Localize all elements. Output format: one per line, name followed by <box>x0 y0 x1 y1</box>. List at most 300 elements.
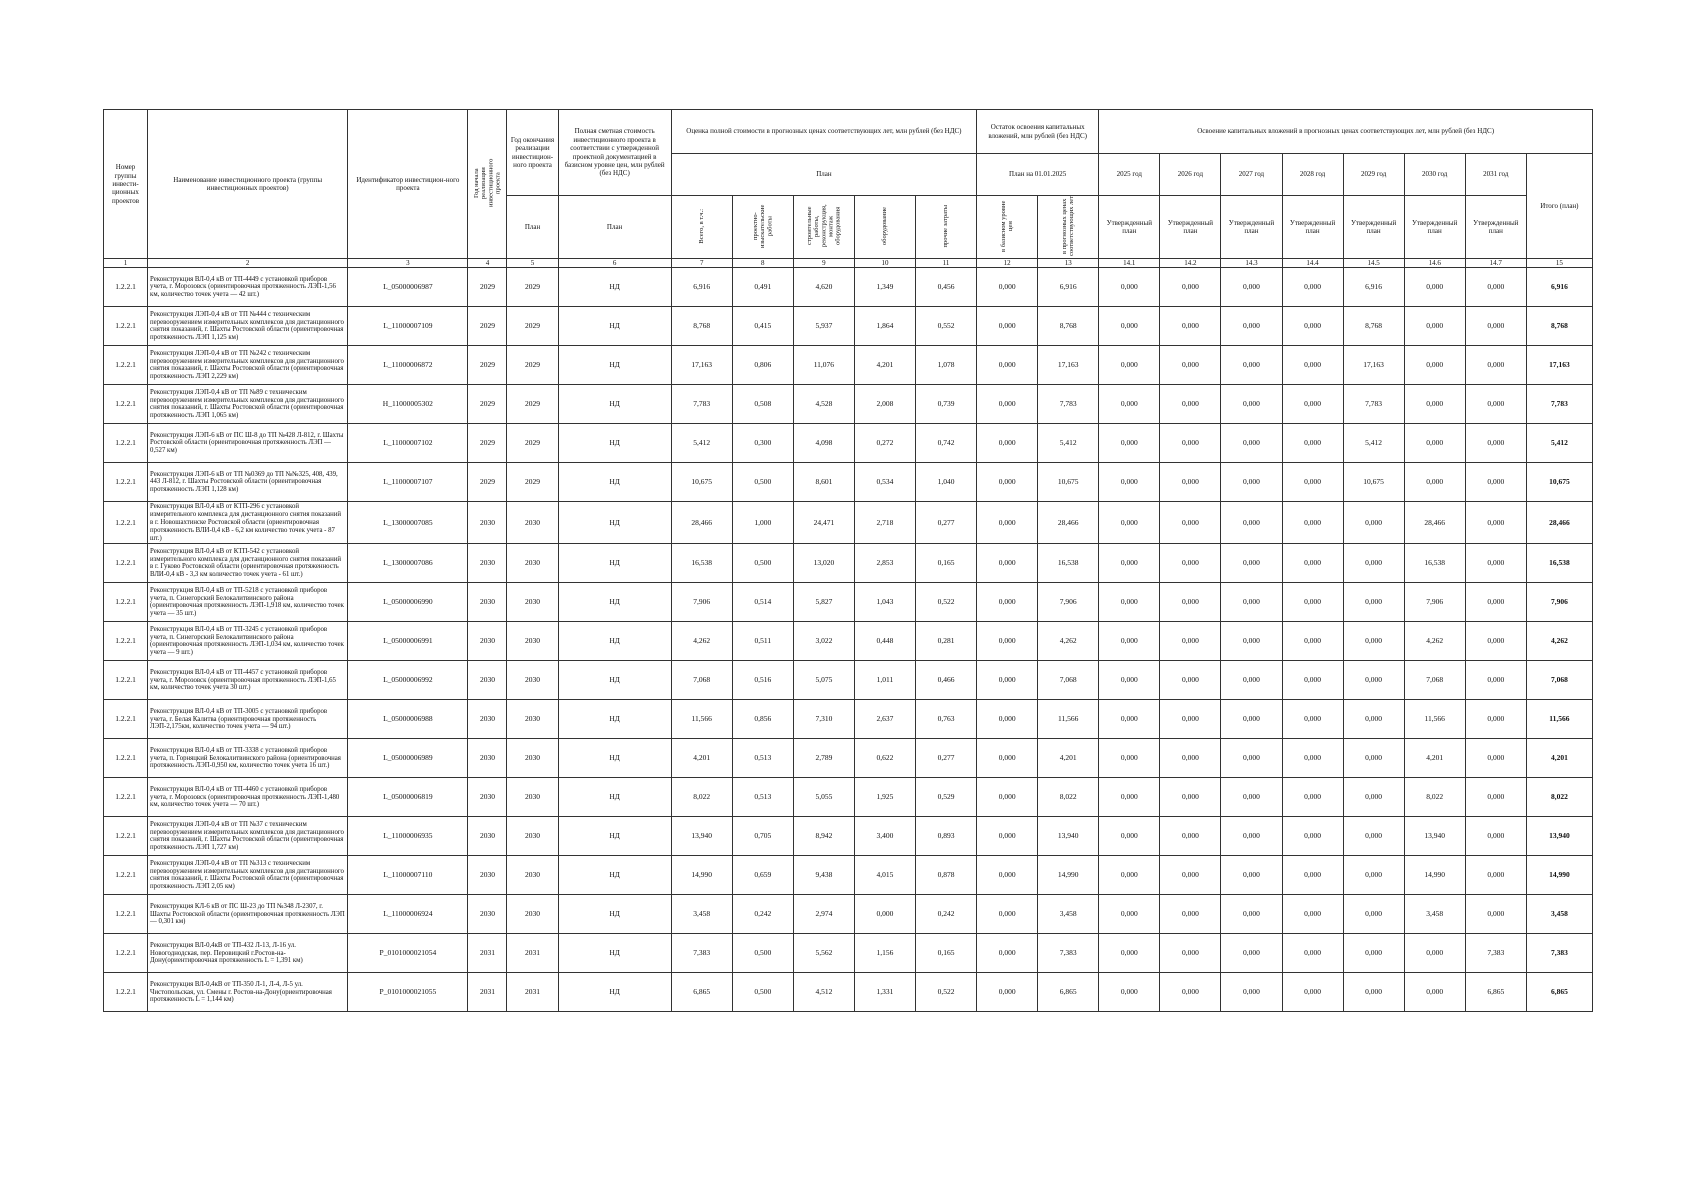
column-number: 14.5 <box>1343 259 1404 268</box>
cell-project-name: Реконструкция ЛЭП-0,4 кВ от ТП №444 с техническим перевооружением измерительных комплексов для дистанционного снятия показаний, г. Шахты Ростовской области (ориентировочная протяженность ЛЭП 1,125 км) <box>148 307 348 346</box>
cell-2029: 0,000 <box>1343 817 1404 856</box>
cell-rem-base: 0,000 <box>977 502 1038 544</box>
cell-2028: 0,000 <box>1282 583 1343 622</box>
cell-construction: 5,055 <box>793 778 854 817</box>
cell-2027: 0,000 <box>1221 424 1282 463</box>
cell-2027: 0,000 <box>1221 502 1282 544</box>
cell-equipment: 2,008 <box>854 385 915 424</box>
cell-2027: 0,000 <box>1221 661 1282 700</box>
cell-2028: 0,000 <box>1282 622 1343 661</box>
col-group-number: Номер группы инвести-ционных проектов <box>104 110 148 259</box>
col-approved-2028: Утвержденный план <box>1282 196 1343 259</box>
cell-estimate: НД <box>558 622 671 661</box>
table-row <box>104 739 1593 778</box>
cell-sum: 3,458 <box>1526 895 1592 934</box>
cell-estimate: НД <box>558 778 671 817</box>
cell-2027: 0,000 <box>1221 622 1282 661</box>
col-project-id: Идентификатор инвестицион-ного проекта <box>348 110 468 259</box>
cell-design: 0,500 <box>732 973 793 1012</box>
cell-rem-base: 0,000 <box>977 424 1038 463</box>
cell-estimate: НД <box>558 307 671 346</box>
cell-equipment: 1,349 <box>854 268 915 307</box>
cell-project-name: Реконструкция ВЛ-0,4 кВ от ТП-4457 с установкой приборов учета, г. Морозовск (ориентировочная протяженность ЛЭП-1,65 км, количество точек учета 30 шт.) <box>148 661 348 700</box>
cell-estimate: НД <box>558 346 671 385</box>
cell-2030: 14,990 <box>1404 856 1465 895</box>
table-row <box>104 778 1593 817</box>
cell-2030: 7,068 <box>1404 661 1465 700</box>
table-row <box>104 346 1593 385</box>
cell-other: 0,522 <box>916 973 977 1012</box>
cell-2028: 0,000 <box>1282 973 1343 1012</box>
cell-rem-forecast: 14,990 <box>1038 856 1099 895</box>
cell-other: 0,466 <box>916 661 977 700</box>
cell-project-name: Реконструкция ВЛ-0,4 кВ от КТП-542 с установкой измерительного комплекса для дистанционного снятия показаний в г. Гуково Ростовской области (ориентировочная протяженность ВЛИ-0,4 кВ - 3,3 км количество точек учета - 61 шт.) <box>148 544 348 583</box>
cell-2029: 6,916 <box>1343 268 1404 307</box>
table-header <box>104 110 1593 268</box>
cell-2028: 0,000 <box>1282 661 1343 700</box>
cell-2030: 0,000 <box>1404 973 1465 1012</box>
cell-equipment: 0,000 <box>854 895 915 934</box>
cell-equipment: 2,637 <box>854 700 915 739</box>
col-approved-2025: Утвержденный план <box>1099 196 1160 259</box>
cell-project-id: L_05000006992 <box>348 661 468 700</box>
cell-construction: 5,075 <box>793 661 854 700</box>
cell-design: 0,242 <box>732 895 793 934</box>
cell-start-year: 2029 <box>468 346 507 385</box>
cell-construction: 4,512 <box>793 973 854 1012</box>
cell-estimate: НД <box>558 973 671 1012</box>
cell-rem-base: 0,000 <box>977 934 1038 973</box>
cell-construction: 5,827 <box>793 583 854 622</box>
cell-rem-forecast: 8,768 <box>1038 307 1099 346</box>
cell-project-name: Реконструкция ЛЭП-0,4 кВ от ТП №242 с техническим перевооружением измерительных комплексов для дистанционного снятия показаний, г. Шахты Ростовской области (ориентировочная протяженность ЛЭП 2,229 км) <box>148 346 348 385</box>
cell-equipment: 1,331 <box>854 973 915 1012</box>
cell-group: 1.2.2.1 <box>104 973 148 1012</box>
cell-rem-forecast: 13,940 <box>1038 817 1099 856</box>
cell-start-year: 2031 <box>468 934 507 973</box>
cell-2029: 0,000 <box>1343 502 1404 544</box>
cell-2029: 0,000 <box>1343 934 1404 973</box>
cell-total: 11,566 <box>671 700 732 739</box>
col-start-year-label: Год начала реализации инвестиционного проекта <box>473 158 502 208</box>
cell-design: 0,415 <box>732 307 793 346</box>
cell-2029: 0,000 <box>1343 700 1404 739</box>
cell-2028: 0,000 <box>1282 502 1343 544</box>
cell-2026: 0,000 <box>1160 583 1221 622</box>
cell-2029: 0,000 <box>1343 661 1404 700</box>
cell-project-id: L_05000006819 <box>348 778 468 817</box>
cell-2031: 0,000 <box>1465 700 1526 739</box>
cell-rem-base: 0,000 <box>977 973 1038 1012</box>
cell-total: 7,783 <box>671 385 732 424</box>
cell-2025: 0,000 <box>1099 934 1160 973</box>
cell-total: 7,068 <box>671 661 732 700</box>
cell-end-year: 2030 <box>507 739 558 778</box>
table-row <box>104 307 1593 346</box>
cell-end-year: 2029 <box>507 385 558 424</box>
cell-sum: 7,068 <box>1526 661 1592 700</box>
cell-rem-forecast: 16,538 <box>1038 544 1099 583</box>
cell-sum: 8,022 <box>1526 778 1592 817</box>
cell-2031: 0,000 <box>1465 856 1526 895</box>
cell-2028: 0,000 <box>1282 463 1343 502</box>
cell-2026: 0,000 <box>1160 463 1221 502</box>
cell-group: 1.2.2.1 <box>104 268 148 307</box>
cell-2030: 0,000 <box>1404 307 1465 346</box>
col-remaining: Остаток освоения капитальных вложений, млн рублей (без НДС) <box>977 110 1099 154</box>
cell-group: 1.2.2.1 <box>104 778 148 817</box>
cell-rem-base: 0,000 <box>977 700 1038 739</box>
cell-end-year: 2030 <box>507 700 558 739</box>
cell-total: 16,538 <box>671 544 732 583</box>
cell-2027: 0,000 <box>1221 268 1282 307</box>
cell-other: 0,739 <box>916 385 977 424</box>
cell-end-year: 2030 <box>507 544 558 583</box>
cell-end-year: 2030 <box>507 583 558 622</box>
cell-design: 0,513 <box>732 778 793 817</box>
cell-project-name: Реконструкция ЛЭП-0,4 кВ от ТП №89 с техническим перевооружением измерительных комплексов для дистанционного снятия показаний, г. Шахты Ростовской области (ориентировочная протяженность ЛЭП 1,065 км) <box>148 385 348 424</box>
cell-rem-forecast: 4,262 <box>1038 622 1099 661</box>
cell-2027: 0,000 <box>1221 739 1282 778</box>
cell-project-id: L_05000006991 <box>348 622 468 661</box>
cell-2031: 0,000 <box>1465 424 1526 463</box>
cell-equipment: 4,015 <box>854 856 915 895</box>
column-number: 14.4 <box>1282 259 1343 268</box>
cell-2030: 28,466 <box>1404 502 1465 544</box>
column-number: 14.1 <box>1099 259 1160 268</box>
col-plan-on-date: План на 01.01.2025 <box>977 154 1099 196</box>
cell-start-year: 2029 <box>468 385 507 424</box>
col-year-2026: 2026 год <box>1160 154 1221 196</box>
cell-equipment: 1,864 <box>854 307 915 346</box>
column-number: 8 <box>732 259 793 268</box>
cell-rem-base: 0,000 <box>977 463 1038 502</box>
table-row <box>104 856 1593 895</box>
cell-end-year: 2030 <box>507 622 558 661</box>
cell-2026: 0,000 <box>1160 661 1221 700</box>
cell-2028: 0,000 <box>1282 346 1343 385</box>
cell-2028: 0,000 <box>1282 934 1343 973</box>
cell-construction: 4,528 <box>793 385 854 424</box>
cell-group: 1.2.2.1 <box>104 544 148 583</box>
cell-2029: 0,000 <box>1343 856 1404 895</box>
cell-end-year: 2030 <box>507 502 558 544</box>
cell-start-year: 2030 <box>468 583 507 622</box>
cell-other: 0,893 <box>916 817 977 856</box>
cell-estimate: НД <box>558 502 671 544</box>
cell-construction: 24,471 <box>793 502 854 544</box>
cell-other: 0,242 <box>916 895 977 934</box>
col-approved-2029: Утвержденный план <box>1343 196 1404 259</box>
col-project-name: Наименование инвестиционного проекта (группы инвестиционных проектов) <box>148 110 348 259</box>
cell-group: 1.2.2.1 <box>104 817 148 856</box>
cell-2027: 0,000 <box>1221 583 1282 622</box>
cell-total: 7,906 <box>671 583 732 622</box>
cell-2031: 0,000 <box>1465 622 1526 661</box>
cell-sum: 28,466 <box>1526 502 1592 544</box>
cell-end-year: 2030 <box>507 817 558 856</box>
cell-start-year: 2030 <box>468 502 507 544</box>
cell-2025: 0,000 <box>1099 346 1160 385</box>
col-sub-other-label: прочие затраты <box>942 204 950 248</box>
cell-other: 0,552 <box>916 307 977 346</box>
table-row <box>104 817 1593 856</box>
cell-sum: 14,990 <box>1526 856 1592 895</box>
cell-2025: 0,000 <box>1099 895 1160 934</box>
cell-sum: 5,412 <box>1526 424 1592 463</box>
cell-2030: 0,000 <box>1404 268 1465 307</box>
cell-sum: 4,201 <box>1526 739 1592 778</box>
cell-design: 0,300 <box>732 424 793 463</box>
cell-rem-base: 0,000 <box>977 268 1038 307</box>
cell-sum: 16,538 <box>1526 544 1592 583</box>
col-sub-construction-label: строительные работы, реконструкция, монтаж оборудования <box>806 204 842 248</box>
cell-2026: 0,000 <box>1160 268 1221 307</box>
cell-estimate: НД <box>558 817 671 856</box>
cell-construction: 2,974 <box>793 895 854 934</box>
cell-project-id: L_11000006935 <box>348 817 468 856</box>
cell-rem-forecast: 17,163 <box>1038 346 1099 385</box>
cell-2026: 0,000 <box>1160 739 1221 778</box>
cell-2025: 0,000 <box>1099 856 1160 895</box>
cell-2029: 8,768 <box>1343 307 1404 346</box>
cell-end-year: 2030 <box>507 778 558 817</box>
cell-2028: 0,000 <box>1282 424 1343 463</box>
cell-end-year: 2029 <box>507 268 558 307</box>
cell-2031: 0,000 <box>1465 307 1526 346</box>
cell-2025: 0,000 <box>1099 502 1160 544</box>
cell-rem-base: 0,000 <box>977 622 1038 661</box>
cell-rem-base: 0,000 <box>977 817 1038 856</box>
col-sub-equipment-label: оборудование <box>881 206 889 246</box>
table-row <box>104 934 1593 973</box>
cell-2028: 0,000 <box>1282 739 1343 778</box>
cell-rem-base: 0,000 <box>977 583 1038 622</box>
cell-2031: 7,383 <box>1465 934 1526 973</box>
cell-2025: 0,000 <box>1099 385 1160 424</box>
cell-2027: 0,000 <box>1221 817 1282 856</box>
column-number: 4 <box>468 259 507 268</box>
cell-2026: 0,000 <box>1160 973 1221 1012</box>
table-row <box>104 268 1593 307</box>
cell-sum: 13,940 <box>1526 817 1592 856</box>
cell-end-year: 2030 <box>507 856 558 895</box>
cell-2026: 0,000 <box>1160 424 1221 463</box>
cell-2030: 4,201 <box>1404 739 1465 778</box>
cell-design: 0,500 <box>732 544 793 583</box>
cell-2031: 0,000 <box>1465 739 1526 778</box>
cell-2025: 0,000 <box>1099 778 1160 817</box>
cell-project-id: L_11000007102 <box>348 424 468 463</box>
cell-project-id: L_11000007110 <box>348 856 468 895</box>
cell-project-name: Реконструкция ВЛ-0,4 кВ от ТП-3245 с установкой приборов учета, п. Синегорский Белокалитвинского района (ориентировочная протяженность ЛЭП-1,034 км, количество точек учета — 9 шт.) <box>148 622 348 661</box>
cell-2030: 4,262 <box>1404 622 1465 661</box>
cell-sum: 10,675 <box>1526 463 1592 502</box>
cell-2029: 10,675 <box>1343 463 1404 502</box>
cell-estimate: НД <box>558 385 671 424</box>
cell-2030: 0,000 <box>1404 463 1465 502</box>
cell-estimate: НД <box>558 934 671 973</box>
cell-rem-base: 0,000 <box>977 346 1038 385</box>
cell-end-year: 2029 <box>507 463 558 502</box>
table-row <box>104 463 1593 502</box>
cell-sum: 17,163 <box>1526 346 1592 385</box>
col-approved-2031: Утвержденный план <box>1465 196 1526 259</box>
cell-2027: 0,000 <box>1221 700 1282 739</box>
cell-total: 3,458 <box>671 895 732 934</box>
cell-2025: 0,000 <box>1099 622 1160 661</box>
cell-total: 4,201 <box>671 739 732 778</box>
col-year-2025: 2025 год <box>1099 154 1160 196</box>
cell-equipment: 3,400 <box>854 817 915 856</box>
cell-2026: 0,000 <box>1160 544 1221 583</box>
col-rem-forecast-label: в прогнозных ценах соответствующих лет <box>1061 196 1076 256</box>
cell-estimate: НД <box>558 544 671 583</box>
column-number: 9 <box>793 259 854 268</box>
cell-rem-base: 0,000 <box>977 307 1038 346</box>
cell-project-id: L_13000007086 <box>348 544 468 583</box>
col-sub-total-label: Всего, в т.ч.: <box>698 208 706 244</box>
cell-design: 0,500 <box>732 934 793 973</box>
cell-other: 0,277 <box>916 739 977 778</box>
col-rem-forecast <box>1038 196 1099 259</box>
cell-start-year: 2030 <box>468 895 507 934</box>
cell-group: 1.2.2.1 <box>104 739 148 778</box>
cell-2030: 0,000 <box>1404 424 1465 463</box>
table-row <box>104 583 1593 622</box>
cell-group: 1.2.2.1 <box>104 583 148 622</box>
col-forecast-plan: План <box>671 154 976 196</box>
cell-2028: 0,000 <box>1282 856 1343 895</box>
cell-equipment: 0,534 <box>854 463 915 502</box>
cell-start-year: 2030 <box>468 661 507 700</box>
cell-start-year: 2030 <box>468 856 507 895</box>
cell-rem-forecast: 4,201 <box>1038 739 1099 778</box>
col-development: Освоение капитальных вложений в прогнозных ценах соответствующих лет, млн рублей (без НДС) <box>1099 110 1593 154</box>
cell-project-name: Реконструкция ВЛ-0,4 кВ от ТП-3338 с установкой приборов учета, п. Горняцкий Белокалитвинского района (ориентировочная протяженность ЛЭП-0,950 км, количество точек учета 16 шт.) <box>148 739 348 778</box>
col-year-2029: 2029 год <box>1343 154 1404 196</box>
cell-construction: 9,438 <box>793 856 854 895</box>
column-number: 6 <box>558 259 671 268</box>
cell-other: 0,281 <box>916 622 977 661</box>
cell-other: 0,165 <box>916 934 977 973</box>
table-row <box>104 895 1593 934</box>
cell-project-name: Реконструкция ЛЭП-6 кВ от ТП №0369 до ТП №№325, 408, 439, 443 Л-812, г. Шахты Ростовской области (ориентировочная протяженность ЛЭП 1,128 км) <box>148 463 348 502</box>
cell-2030: 8,022 <box>1404 778 1465 817</box>
col-full-cost-forecast: Оценка полной стоимости в прогнозных ценах соответствующих лет, млн рублей (без НДС) <box>671 110 976 154</box>
cell-2031: 0,000 <box>1465 268 1526 307</box>
col-sub-design <box>732 196 793 259</box>
cell-estimate: НД <box>558 661 671 700</box>
table-row <box>104 424 1593 463</box>
cell-2027: 0,000 <box>1221 385 1282 424</box>
column-number: 15 <box>1526 259 1592 268</box>
column-number: 1 <box>104 259 148 268</box>
col-sub-construction <box>793 196 854 259</box>
cell-project-name: Реконструкция ЛЭП-0,4 кВ от ТП №313 с техническим перевооружением измерительных комплексов для дистанционного снятия показаний, г. Шахты Ростовской области (ориентировочная протяженность ЛЭП 2,05 км) <box>148 856 348 895</box>
cell-design: 0,500 <box>732 463 793 502</box>
cell-2027: 0,000 <box>1221 307 1282 346</box>
cell-project-id: L_05000006989 <box>348 739 468 778</box>
cell-2028: 0,000 <box>1282 385 1343 424</box>
cell-other: 0,742 <box>916 424 977 463</box>
cell-2026: 0,000 <box>1160 934 1221 973</box>
cell-2031: 0,000 <box>1465 661 1526 700</box>
cell-project-id: P_0101000021055 <box>348 973 468 1012</box>
table-body <box>104 268 1593 1012</box>
cell-2028: 0,000 <box>1282 700 1343 739</box>
cell-2027: 0,000 <box>1221 934 1282 973</box>
cell-sum: 6,865 <box>1526 973 1592 1012</box>
cell-2029: 0,000 <box>1343 895 1404 934</box>
cell-group: 1.2.2.1 <box>104 424 148 463</box>
cell-construction: 11,076 <box>793 346 854 385</box>
col-rem-base <box>977 196 1038 259</box>
cell-group: 1.2.2.1 <box>104 934 148 973</box>
cell-construction: 5,562 <box>793 934 854 973</box>
table-row <box>104 502 1593 544</box>
col-approved-2030: Утвержденный план <box>1404 196 1465 259</box>
col-sub-other <box>916 196 977 259</box>
cell-2031: 0,000 <box>1465 544 1526 583</box>
cell-start-year: 2030 <box>468 700 507 739</box>
cell-start-year: 2029 <box>468 268 507 307</box>
cell-sum: 4,262 <box>1526 622 1592 661</box>
cell-total: 8,022 <box>671 778 732 817</box>
column-number-row <box>104 259 1593 268</box>
column-number: 5 <box>507 259 558 268</box>
cell-design: 0,513 <box>732 739 793 778</box>
table-row <box>104 700 1593 739</box>
cell-sum: 7,906 <box>1526 583 1592 622</box>
cell-other: 0,529 <box>916 778 977 817</box>
col-year-2030: 2030 год <box>1404 154 1465 196</box>
cell-equipment: 0,272 <box>854 424 915 463</box>
cell-start-year: 2031 <box>468 973 507 1012</box>
cell-equipment: 2,853 <box>854 544 915 583</box>
cell-other: 0,456 <box>916 268 977 307</box>
cell-other: 1,078 <box>916 346 977 385</box>
cell-total: 6,865 <box>671 973 732 1012</box>
cell-total: 6,916 <box>671 268 732 307</box>
document-page <box>103 109 1593 1012</box>
cell-2026: 0,000 <box>1160 307 1221 346</box>
cell-project-name: Реконструкция ВЛ-0,4 кВ от ТП-4449 с установкой приборов учета, г. Морозовск (ориентировочная протяженность ЛЭП-1,56 км, количество точек учета — 42 шт.) <box>148 268 348 307</box>
cell-rem-base: 0,000 <box>977 661 1038 700</box>
col-sub-equipment <box>854 196 915 259</box>
cell-equipment: 1,156 <box>854 934 915 973</box>
table-row <box>104 385 1593 424</box>
column-number: 14.7 <box>1465 259 1526 268</box>
cell-construction: 4,620 <box>793 268 854 307</box>
cell-estimate: НД <box>558 895 671 934</box>
cell-end-year: 2029 <box>507 424 558 463</box>
cell-2027: 0,000 <box>1221 463 1282 502</box>
cell-rem-forecast: 8,022 <box>1038 778 1099 817</box>
cell-2027: 0,000 <box>1221 895 1282 934</box>
cell-2027: 0,000 <box>1221 973 1282 1012</box>
column-number: 14.3 <box>1221 259 1282 268</box>
cell-group: 1.2.2.1 <box>104 463 148 502</box>
cell-sum: 6,916 <box>1526 268 1592 307</box>
col-end-plan: План <box>507 196 558 259</box>
cell-rem-forecast: 6,865 <box>1038 973 1099 1012</box>
cell-total: 10,675 <box>671 463 732 502</box>
cell-end-year: 2029 <box>507 346 558 385</box>
cell-rem-base: 0,000 <box>977 856 1038 895</box>
cell-2026: 0,000 <box>1160 346 1221 385</box>
cell-total: 13,940 <box>671 817 732 856</box>
